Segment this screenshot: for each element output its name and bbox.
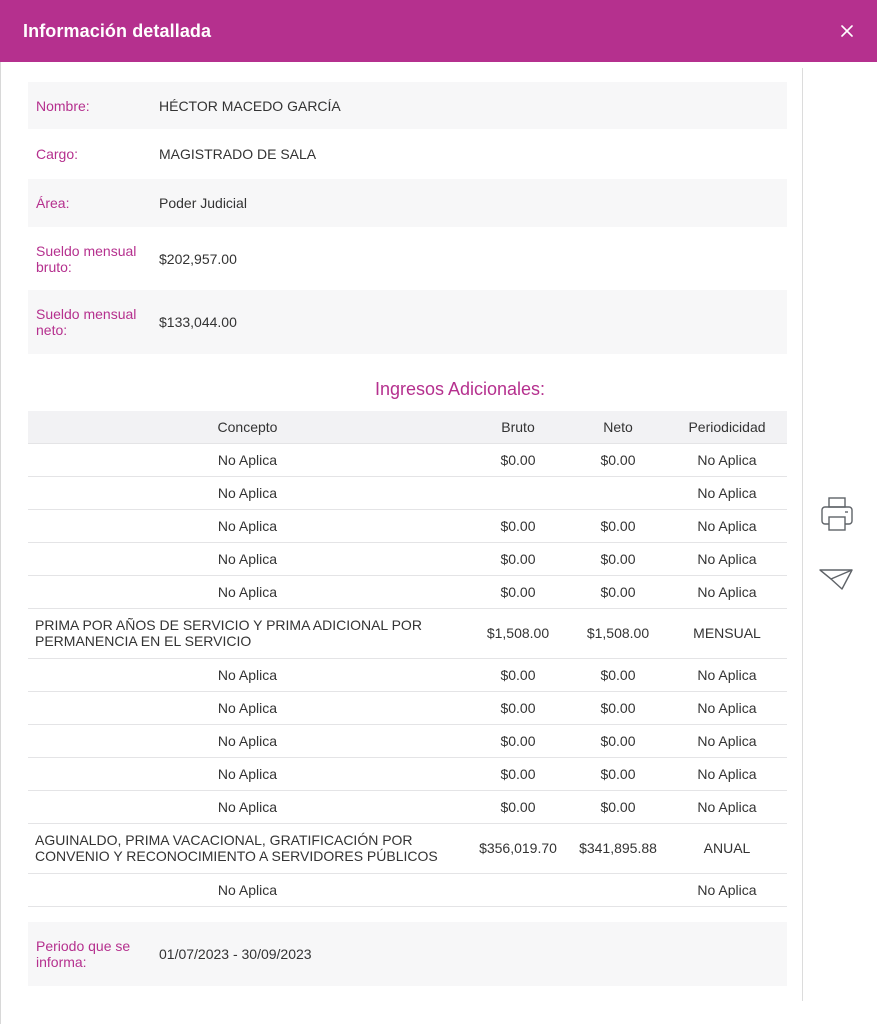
cell-concepto: No Aplica: [28, 575, 467, 608]
cell-periodicidad: No Aplica: [667, 509, 787, 542]
cell-bruto: $0.00: [467, 575, 569, 608]
cell-bruto: $0.00: [467, 724, 569, 757]
cell-periodicidad: MENSUAL: [667, 608, 787, 658]
cell-periodicidad: No Aplica: [667, 658, 787, 691]
table-row: [28, 509, 787, 542]
cell-neto: $341,895.88: [569, 823, 667, 873]
cell-periodicidad: No Aplica: [667, 724, 787, 757]
cell-concepto: No Aplica: [28, 873, 467, 906]
detail-label: Área:: [36, 195, 70, 211]
detail-label: Nombre:: [36, 97, 90, 114]
cell-neto: $0.00: [569, 658, 667, 691]
cell-periodicidad: No Aplica: [667, 476, 787, 509]
side-actions: [818, 496, 858, 596]
printer-icon[interactable]: [820, 496, 856, 536]
cell-bruto: $0.00: [467, 542, 569, 575]
table-header-row: [28, 411, 787, 443]
table-row: [28, 790, 787, 823]
cell-concepto: AGUINALDO, PRIMA VACACIONAL, GRATIFICACIÓN POR CONVENIO Y RECONOCIMIENTO A SERVIDORES PÚBLICOS: [28, 823, 467, 873]
send-button[interactable]: [818, 567, 858, 596]
cell-neto: $0.00: [569, 443, 667, 476]
cell-concepto: No Aplica: [28, 757, 467, 790]
table-row: [28, 658, 787, 691]
detail-value: MAGISTRADO DE SALA: [159, 146, 317, 162]
cell-bruto: $0.00: [467, 691, 569, 724]
cell-periodicidad: No Aplica: [667, 542, 787, 575]
close-button[interactable]: [839, 23, 855, 39]
cell-bruto: $0.00: [467, 757, 569, 790]
cell-neto: $0.00: [569, 790, 667, 823]
cell-periodicidad: ANUAL: [667, 823, 787, 873]
detail-row-periodo: [28, 922, 787, 986]
cell-concepto: No Aplica: [28, 542, 467, 575]
detail-value: HÉCTOR MACEDO GARCÍA: [159, 97, 341, 114]
cell-concepto: No Aplica: [28, 790, 467, 823]
table-row: [28, 823, 787, 873]
cell-bruto: [467, 873, 569, 906]
modal-content: [28, 82, 787, 986]
cell-bruto: $1,508.00: [467, 608, 569, 658]
column-header-concepto: Concepto: [28, 411, 467, 443]
cell-bruto: $0.00: [467, 658, 569, 691]
table-row: [28, 575, 787, 608]
modal-title: Información detallada: [23, 20, 212, 41]
cell-periodicidad: No Aplica: [667, 575, 787, 608]
periodo-value: 01/07/2023 - 30/09/2023: [159, 945, 312, 962]
print-button[interactable]: [820, 496, 858, 541]
cell-concepto: No Aplica: [28, 658, 467, 691]
periodo-label: Periodo que se informa:: [36, 937, 131, 970]
cell-bruto: $0.00: [467, 790, 569, 823]
table-row: [28, 691, 787, 724]
cell-neto: [569, 873, 667, 906]
cell-bruto: [467, 476, 569, 509]
detail-row-nombre: [28, 82, 787, 129]
section-title-ingresos: Ingresos Adicionales:: [374, 379, 546, 399]
column-header-neto: Neto: [569, 411, 667, 443]
cell-neto: [569, 476, 667, 509]
cell-neto: $0.00: [569, 575, 667, 608]
cell-neto: $0.00: [569, 757, 667, 790]
cell-bruto: $0.00: [467, 443, 569, 476]
cell-concepto: PRIMA POR AÑOS DE SERVICIO Y PRIMA ADICIONAL POR PERMANENCIA EN EL SERVICIO: [28, 608, 467, 658]
cell-neto: $0.00: [569, 542, 667, 575]
cell-concepto: No Aplica: [28, 443, 467, 476]
detail-value: $133,044.00: [159, 314, 237, 330]
column-header-bruto: Bruto: [467, 411, 569, 443]
cell-bruto: $0.00: [467, 509, 569, 542]
detail-label: Sueldo mensual neto:: [36, 306, 137, 338]
cell-concepto: No Aplica: [28, 691, 467, 724]
table-row: [28, 757, 787, 790]
cell-bruto: $356,019.70: [467, 823, 569, 873]
cell-concepto: No Aplica: [28, 476, 467, 509]
table-row: [28, 724, 787, 757]
ingresos-table: [28, 411, 787, 907]
cell-neto: $0.00: [569, 509, 667, 542]
cell-concepto: No Aplica: [28, 724, 467, 757]
detail-row-cargo: [28, 129, 787, 179]
close-icon[interactable]: [841, 25, 853, 37]
cell-neto: $1,508.00: [569, 608, 667, 658]
detail-label: Cargo:: [36, 146, 79, 162]
modal-header: [0, 0, 877, 62]
table-row: [28, 608, 787, 658]
detail-row-area: [28, 179, 787, 227]
modal-left-border: [0, 62, 1, 1024]
paper-plane-icon[interactable]: [818, 567, 854, 591]
detail-row-sueldo-bruto: [28, 227, 787, 290]
table-row: [28, 443, 787, 476]
detail-value: $202,957.00: [159, 250, 237, 267]
cell-periodicidad: No Aplica: [667, 873, 787, 906]
table-row: [28, 542, 787, 575]
cell-concepto: No Aplica: [28, 509, 467, 542]
column-header-periodicidad: Periodicidad: [667, 411, 787, 443]
cell-neto: $0.00: [569, 724, 667, 757]
cell-periodicidad: No Aplica: [667, 691, 787, 724]
table-row: [28, 873, 787, 906]
actions-divider: [802, 68, 803, 1001]
detail-label: Sueldo mensual bruto:: [36, 242, 137, 275]
cell-periodicidad: No Aplica: [667, 443, 787, 476]
cell-periodicidad: No Aplica: [667, 757, 787, 790]
table-row: [28, 476, 787, 509]
detail-value: Poder Judicial: [159, 195, 247, 211]
cell-periodicidad: No Aplica: [667, 790, 787, 823]
detail-row-sueldo-neto: [28, 290, 787, 354]
cell-neto: $0.00: [569, 691, 667, 724]
